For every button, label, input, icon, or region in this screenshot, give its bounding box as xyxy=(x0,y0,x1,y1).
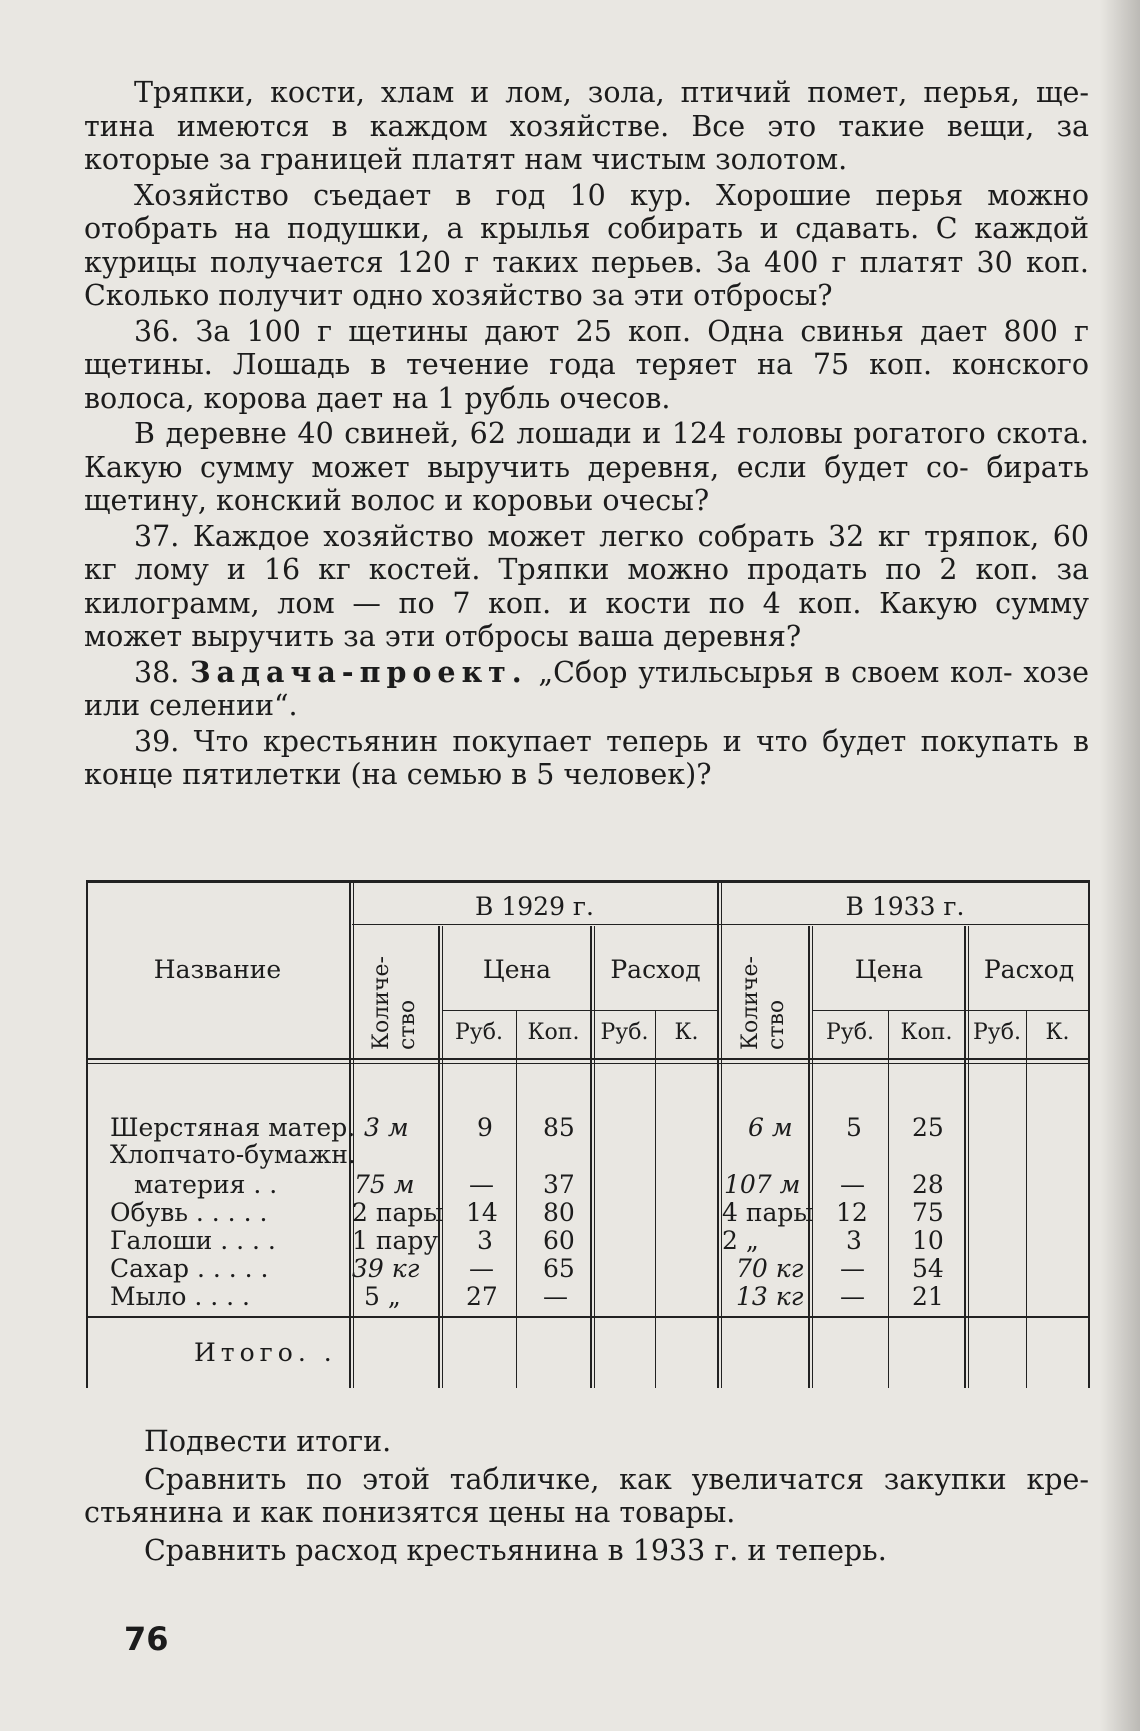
page-edge-shadow xyxy=(1100,0,1140,1731)
column-header-year-1929: В 1929 г. xyxy=(475,892,594,921)
subheader-kop-1933: Коп. xyxy=(900,1020,953,1045)
subheader-expense-rub-1929: Руб. xyxy=(600,1020,649,1045)
paragraph-village: В деревне 40 свиней, 62 лошади и 124 головы рогатого скота. Какую сумму может выручить деревня, если будет со- бирать щетину, конский волос и коровьи очесы? xyxy=(84,417,1089,517)
problem-38-number: 38. xyxy=(134,655,180,689)
table-row: Хлопчато-бумажн. xyxy=(110,1140,356,1169)
body-text-bottom xyxy=(84,1425,1089,1571)
paragraph-problem-38 xyxy=(84,656,1089,723)
table-row: Мыло . . . . 5 „ 27 — 13 кг — 21 xyxy=(110,1282,944,1311)
page-number: 76 xyxy=(124,1620,169,1658)
subheader-kop-1929: Коп. xyxy=(527,1020,580,1045)
paragraph-compare-table: Сравнить по этой табличке, как увеличатся закупки кре- стьянина и как понизятся цены на товары. xyxy=(84,1462,1089,1529)
column-header-expense-1933: Расход xyxy=(983,955,1075,984)
table-row: Галоши . . . . 1 пару 3 60 2 „ 3 10 xyxy=(110,1226,944,1255)
table-row: Сахар . . . . . 39 кг — 65 70 кг — 54 xyxy=(110,1254,944,1283)
body-text-top xyxy=(84,76,1089,794)
column-header-price-1929: Цена xyxy=(482,955,552,984)
column-header-year-1933: В 1933 г. xyxy=(845,892,965,921)
paragraph-problem-37: 37. Каждое хозяйство может легко собрать 32 кг тряпок, 60 кг лому и 16 кг костей. Тряпки можно продать по 2 коп. за килограмм, лом — по 7 коп. и кости по 4 коп. Какую сумму может выручить за эти отбросы ваша деревня? xyxy=(84,519,1089,653)
subheader-expense-k-1933: К. xyxy=(1045,1020,1070,1045)
column-header-price-1933: Цена xyxy=(854,955,924,984)
column-header-quantity-1929: Количе- ство xyxy=(369,956,420,1050)
paragraph-summarize: Подвести итоги. xyxy=(144,1425,392,1458)
table-row: Шерстяная матер. 3 м 9 85 6 м 5 25 xyxy=(110,1113,944,1142)
table-row: Обувь . . . . . 2 пары 14 80 4 пары 12 75 xyxy=(110,1198,944,1227)
table-row: материя . . 75 м — 37 107 м — 28 xyxy=(134,1170,944,1199)
column-header-expense-1929: Расход xyxy=(610,955,701,984)
subheader-expense-rub-1933: Руб. xyxy=(973,1020,1021,1045)
column-header-quantity-1933: Количе- ство xyxy=(738,956,789,1050)
paragraph-intro: Тряпки, кости, хлам и лом, зола, птичий помет, перья, ще- тина имеются в каждом хозяйстве. Все это такие вещи, за которые за границей платят нам чистым золотом. xyxy=(84,76,1089,176)
paragraph-problem-39: 39. Что крестьянин покупает теперь и что будет покупать в конце пятилетки (на семью в 5 человек)? xyxy=(84,724,1089,791)
problem-38-label: Задача-проект. xyxy=(190,654,528,689)
problem-38-text: „Сбор утильсырья в своем кол- хозе или селении“. xyxy=(84,655,1089,722)
subheader-rub-1933: Руб. xyxy=(826,1020,874,1045)
paragraph-compare-expense: Сравнить расход крестьянина в 1933 г. и теперь. xyxy=(144,1533,887,1567)
table-total-label: Итого. . xyxy=(194,1338,337,1367)
paragraph-chickens: Хозяйство съедает в год 10 кур. Хорошие перья можно отобрать на подушки, а крылья собирать и сдавать. С каждой курицы получается 120 г таких перьев. За 400 г платят 30 коп. Сколько получит одно хозяйство за эти отбросы? xyxy=(84,178,1089,312)
column-header-name: Название xyxy=(153,955,282,984)
subheader-expense-k-1929: К. xyxy=(674,1020,699,1045)
subheader-rub-1929: Руб. xyxy=(455,1020,503,1045)
paragraph-problem-36: 36. За 100 г щетины дают 25 коп. Одна свинья дает 800 г щетины. Лошадь в течение года теряет на 75 коп. конского волоса, корова дает на 1 рубль очесов. xyxy=(84,314,1089,415)
